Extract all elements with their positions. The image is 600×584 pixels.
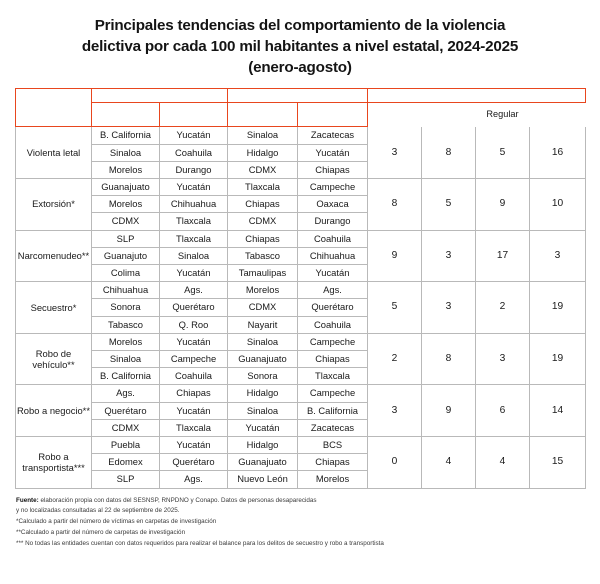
cell-count-positivo: 14 xyxy=(530,385,586,437)
row-category-2: Extorsión* xyxy=(16,178,92,230)
cell-count-regular: 3 xyxy=(476,333,530,385)
cell-mas-baja: Durango xyxy=(160,161,228,178)
cell-count-muy-negativo: 3 xyxy=(368,385,422,437)
page-title xyxy=(0,0,600,79)
cell-mas-baja: Querétaro xyxy=(160,454,228,471)
table-row xyxy=(16,436,586,453)
footnotes xyxy=(0,489,600,550)
cell-mas-baja: Yucatán xyxy=(160,178,228,195)
cell-mas-alta: SLP xyxy=(92,230,160,247)
cell-mayor-incremento: Tamaulipas xyxy=(228,264,298,281)
row-category-4: Secuestro* xyxy=(16,282,92,334)
footnote-source-label: Fuente: xyxy=(16,496,39,504)
table-row xyxy=(16,178,586,195)
cell-mayor-reduccion: Coahuila xyxy=(298,230,368,247)
cell-mas-alta: Sinaloa xyxy=(92,144,160,161)
cell-mas-alta: B. California xyxy=(92,127,160,144)
cell-mayor-incremento: Sonora xyxy=(228,368,298,385)
cell-mas-baja: Coahuila xyxy=(160,144,228,161)
cell-mayor-reduccion: Campeche xyxy=(298,178,368,195)
header-group-balance: Número de entidades por balance*** xyxy=(368,88,586,102)
title-line-3: (enero-agosto) xyxy=(248,58,352,76)
cell-mas-baja: Yucatán xyxy=(160,402,228,419)
cell-mayor-incremento: Hidalgo xyxy=(228,144,298,161)
cell-mas-baja: Chiapas xyxy=(160,385,228,402)
cell-mas-alta: Guanajuto xyxy=(92,247,160,264)
cell-count-negativo: 5 xyxy=(422,178,476,230)
cell-count-muy-negativo: 8 xyxy=(368,178,422,230)
cell-mayor-reduccion: Yucatán xyxy=(298,144,368,161)
cell-count-negativo: 4 xyxy=(422,436,476,488)
cell-count-negativo: 8 xyxy=(422,127,476,179)
table-body xyxy=(16,127,586,488)
header-col-muy-negativo: Muy negativo xyxy=(368,102,422,127)
table-row xyxy=(16,282,586,299)
cell-mayor-reduccion: Tlaxcala xyxy=(298,368,368,385)
header-col-mas-baja: Más baja xyxy=(160,102,228,127)
footnote-line-5: *** No todas las entidades cuentan con datos requeridos para realizar el balance para los delitos de secuestro y robo a transportista xyxy=(16,539,384,547)
cell-mayor-incremento: CDMX xyxy=(228,213,298,230)
header-group-top3-a: Top 3 xyxy=(92,88,228,102)
cell-mas-alta: Ags. xyxy=(92,385,160,402)
cell-mas-alta: Puebla xyxy=(92,436,160,453)
cell-mas-alta: Chihuahua xyxy=(92,282,160,299)
cell-mas-alta: SLP xyxy=(92,471,160,488)
cell-mayor-reduccion: Chiapas xyxy=(298,161,368,178)
table-row xyxy=(16,385,586,402)
cell-mayor-incremento: Morelos xyxy=(228,282,298,299)
row-category-7: Robo a transportista*** xyxy=(16,436,92,488)
cell-mayor-reduccion: Oaxaca xyxy=(298,196,368,213)
cell-mayor-incremento: Nayarit xyxy=(228,316,298,333)
cell-count-muy-negativo: 2 xyxy=(368,333,422,385)
cell-count-positivo: 10 xyxy=(530,178,586,230)
cell-mayor-reduccion: Ags. xyxy=(298,282,368,299)
cell-mas-alta: Tabasco xyxy=(92,316,160,333)
cell-mas-alta: Morelos xyxy=(92,333,160,350)
header-col-mayor-reduccion: Mayor reducción xyxy=(298,102,368,127)
cell-mas-baja: Yucatán xyxy=(160,127,228,144)
footnote-line-3: *Calculado a partir del número de víctimas en carpetas de investigación xyxy=(16,518,217,526)
cell-mayor-incremento: Hidalgo xyxy=(228,436,298,453)
cell-mayor-reduccion: Campeche xyxy=(298,333,368,350)
header-col-mayor-incremento: Mayor incremento xyxy=(228,102,298,127)
header-rate-label: Tasa por cada 100 mil habitantes xyxy=(16,88,92,126)
cell-count-muy-negativo: 3 xyxy=(368,127,422,179)
cell-mayor-reduccion: Chihuahua xyxy=(298,247,368,264)
cell-mas-alta: Sonora xyxy=(92,299,160,316)
cell-count-regular: 9 xyxy=(476,178,530,230)
cell-mas-baja: Ags. xyxy=(160,282,228,299)
cell-mas-alta: Edomex xyxy=(92,454,160,471)
cell-mayor-incremento: Guanajuato xyxy=(228,454,298,471)
cell-mas-alta: Morelos xyxy=(92,196,160,213)
cell-mas-baja: Q. Roo xyxy=(160,316,228,333)
cell-mayor-incremento: Yucatán xyxy=(228,419,298,436)
cell-mayor-reduccion: B. California xyxy=(298,402,368,419)
cell-mas-alta: Guanajuato xyxy=(92,178,160,195)
cell-mayor-incremento: Sinaloa xyxy=(228,402,298,419)
cell-mayor-incremento: Nuevo León xyxy=(228,471,298,488)
cell-mas-baja: Sinaloa xyxy=(160,247,228,264)
header-col-positivo: Positivo xyxy=(530,102,586,127)
cell-mas-baja: Campeche xyxy=(160,350,228,367)
cell-count-regular: 2 xyxy=(476,282,530,334)
cell-mas-baja: Tlaxcala xyxy=(160,419,228,436)
table-row xyxy=(16,230,586,247)
cell-mas-alta: B. California xyxy=(92,368,160,385)
cell-count-negativo: 3 xyxy=(422,282,476,334)
cell-mas-baja: Yucatán xyxy=(160,333,228,350)
cell-mayor-reduccion: Coahuila xyxy=(298,316,368,333)
cell-count-positivo: 19 xyxy=(530,333,586,385)
title-line-1: Principales tendencias del comportamiento de la violencia xyxy=(94,17,506,34)
cell-mayor-reduccion: Morelos xyxy=(298,471,368,488)
cell-mayor-reduccion: Durango xyxy=(298,213,368,230)
cell-mayor-reduccion: Yucatán xyxy=(298,264,368,281)
cell-mas-alta: CDMX xyxy=(92,213,160,230)
trends-table xyxy=(15,88,586,489)
title-line-2: delictiva por cada 100 mil habitantes a nivel estatal, 2024-2025 xyxy=(81,37,519,55)
cell-mas-baja: Chihuahua xyxy=(160,196,228,213)
cell-mayor-incremento: Guanajuato xyxy=(228,350,298,367)
cell-mas-baja: Coahuila xyxy=(160,368,228,385)
cell-mayor-incremento: CDMX xyxy=(228,161,298,178)
cell-mayor-reduccion: Zacatecas xyxy=(298,419,368,436)
header-group-row xyxy=(16,88,586,102)
cell-mayor-incremento: Chiapas xyxy=(228,230,298,247)
cell-mayor-incremento: Tabasco xyxy=(228,247,298,264)
cell-mas-baja: Yucatán xyxy=(160,436,228,453)
cell-mayor-reduccion: Chiapas xyxy=(298,454,368,471)
cell-mas-baja: Tlaxcala xyxy=(160,230,228,247)
row-category-5: Robo de vehículo** xyxy=(16,333,92,385)
cell-mas-alta: Sinaloa xyxy=(92,350,160,367)
cell-mayor-incremento: Sinaloa xyxy=(228,333,298,350)
cell-mayor-incremento: Chiapas xyxy=(228,196,298,213)
cell-count-regular: 6 xyxy=(476,385,530,437)
cell-count-positivo: 3 xyxy=(530,230,586,282)
cell-mas-alta: Morelos xyxy=(92,161,160,178)
cell-count-muy-negativo: 5 xyxy=(368,282,422,334)
footnote-line-2: y no localizadas consultadas al 22 de septiembre de 2025. xyxy=(16,507,180,515)
cell-mas-baja: Yucatán xyxy=(160,264,228,281)
header-sub-row xyxy=(16,102,586,127)
cell-count-negativo: 8 xyxy=(422,333,476,385)
cell-mas-alta: Colima xyxy=(92,264,160,281)
cell-count-regular: 17 xyxy=(476,230,530,282)
cell-mayor-reduccion: BCS xyxy=(298,436,368,453)
header-group-top3-b: Top 3 xyxy=(228,88,368,102)
table-container xyxy=(0,79,600,489)
cell-count-positivo: 16 xyxy=(530,127,586,179)
cell-count-muy-negativo: 0 xyxy=(368,436,422,488)
cell-count-regular: 4 xyxy=(476,436,530,488)
footnote-line-1: elaboración propia con datos del SESNSP, RNPDNO y Conapo. Datos de personas desaparecidas xyxy=(40,496,317,504)
cell-mayor-reduccion: Campeche xyxy=(298,385,368,402)
cell-mayor-incremento: Hidalgo xyxy=(228,385,298,402)
cell-count-negativo: 9 xyxy=(422,385,476,437)
header-col-mas-alta: Más alta xyxy=(92,102,160,127)
table-row xyxy=(16,127,586,144)
row-category-1: Violenta letal xyxy=(16,127,92,179)
footnote-line-4: **Calculado a partir del número de carpetas de investigación xyxy=(16,529,186,537)
header-col-negativo: Negativo xyxy=(422,102,476,127)
cell-mas-baja: Tlaxcala xyxy=(160,213,228,230)
cell-mayor-reduccion: Querétaro xyxy=(298,299,368,316)
table-row xyxy=(16,333,586,350)
row-category-6: Robo a negocio** xyxy=(16,385,92,437)
cell-mas-baja: Ags. xyxy=(160,471,228,488)
cell-count-negativo: 3 xyxy=(422,230,476,282)
cell-mas-baja: Querétaro xyxy=(160,299,228,316)
cell-mas-alta: Querétaro xyxy=(92,402,160,419)
cell-count-regular: 5 xyxy=(476,127,530,179)
cell-mas-alta: CDMX xyxy=(92,419,160,436)
cell-mayor-incremento: CDMX xyxy=(228,299,298,316)
cell-mayor-incremento: Sinaloa xyxy=(228,127,298,144)
cell-mayor-reduccion: Chiapas xyxy=(298,350,368,367)
header-col-regular: Regular xyxy=(476,102,530,127)
row-category-3: Narcomenudeo** xyxy=(16,230,92,282)
cell-count-muy-negativo: 9 xyxy=(368,230,422,282)
cell-count-positivo: 15 xyxy=(530,436,586,488)
cell-mayor-reduccion: Zacatecas xyxy=(298,127,368,144)
cell-count-positivo: 19 xyxy=(530,282,586,334)
cell-mayor-incremento: Tlaxcala xyxy=(228,178,298,195)
footnote-source xyxy=(16,496,585,507)
table-header xyxy=(16,88,586,126)
